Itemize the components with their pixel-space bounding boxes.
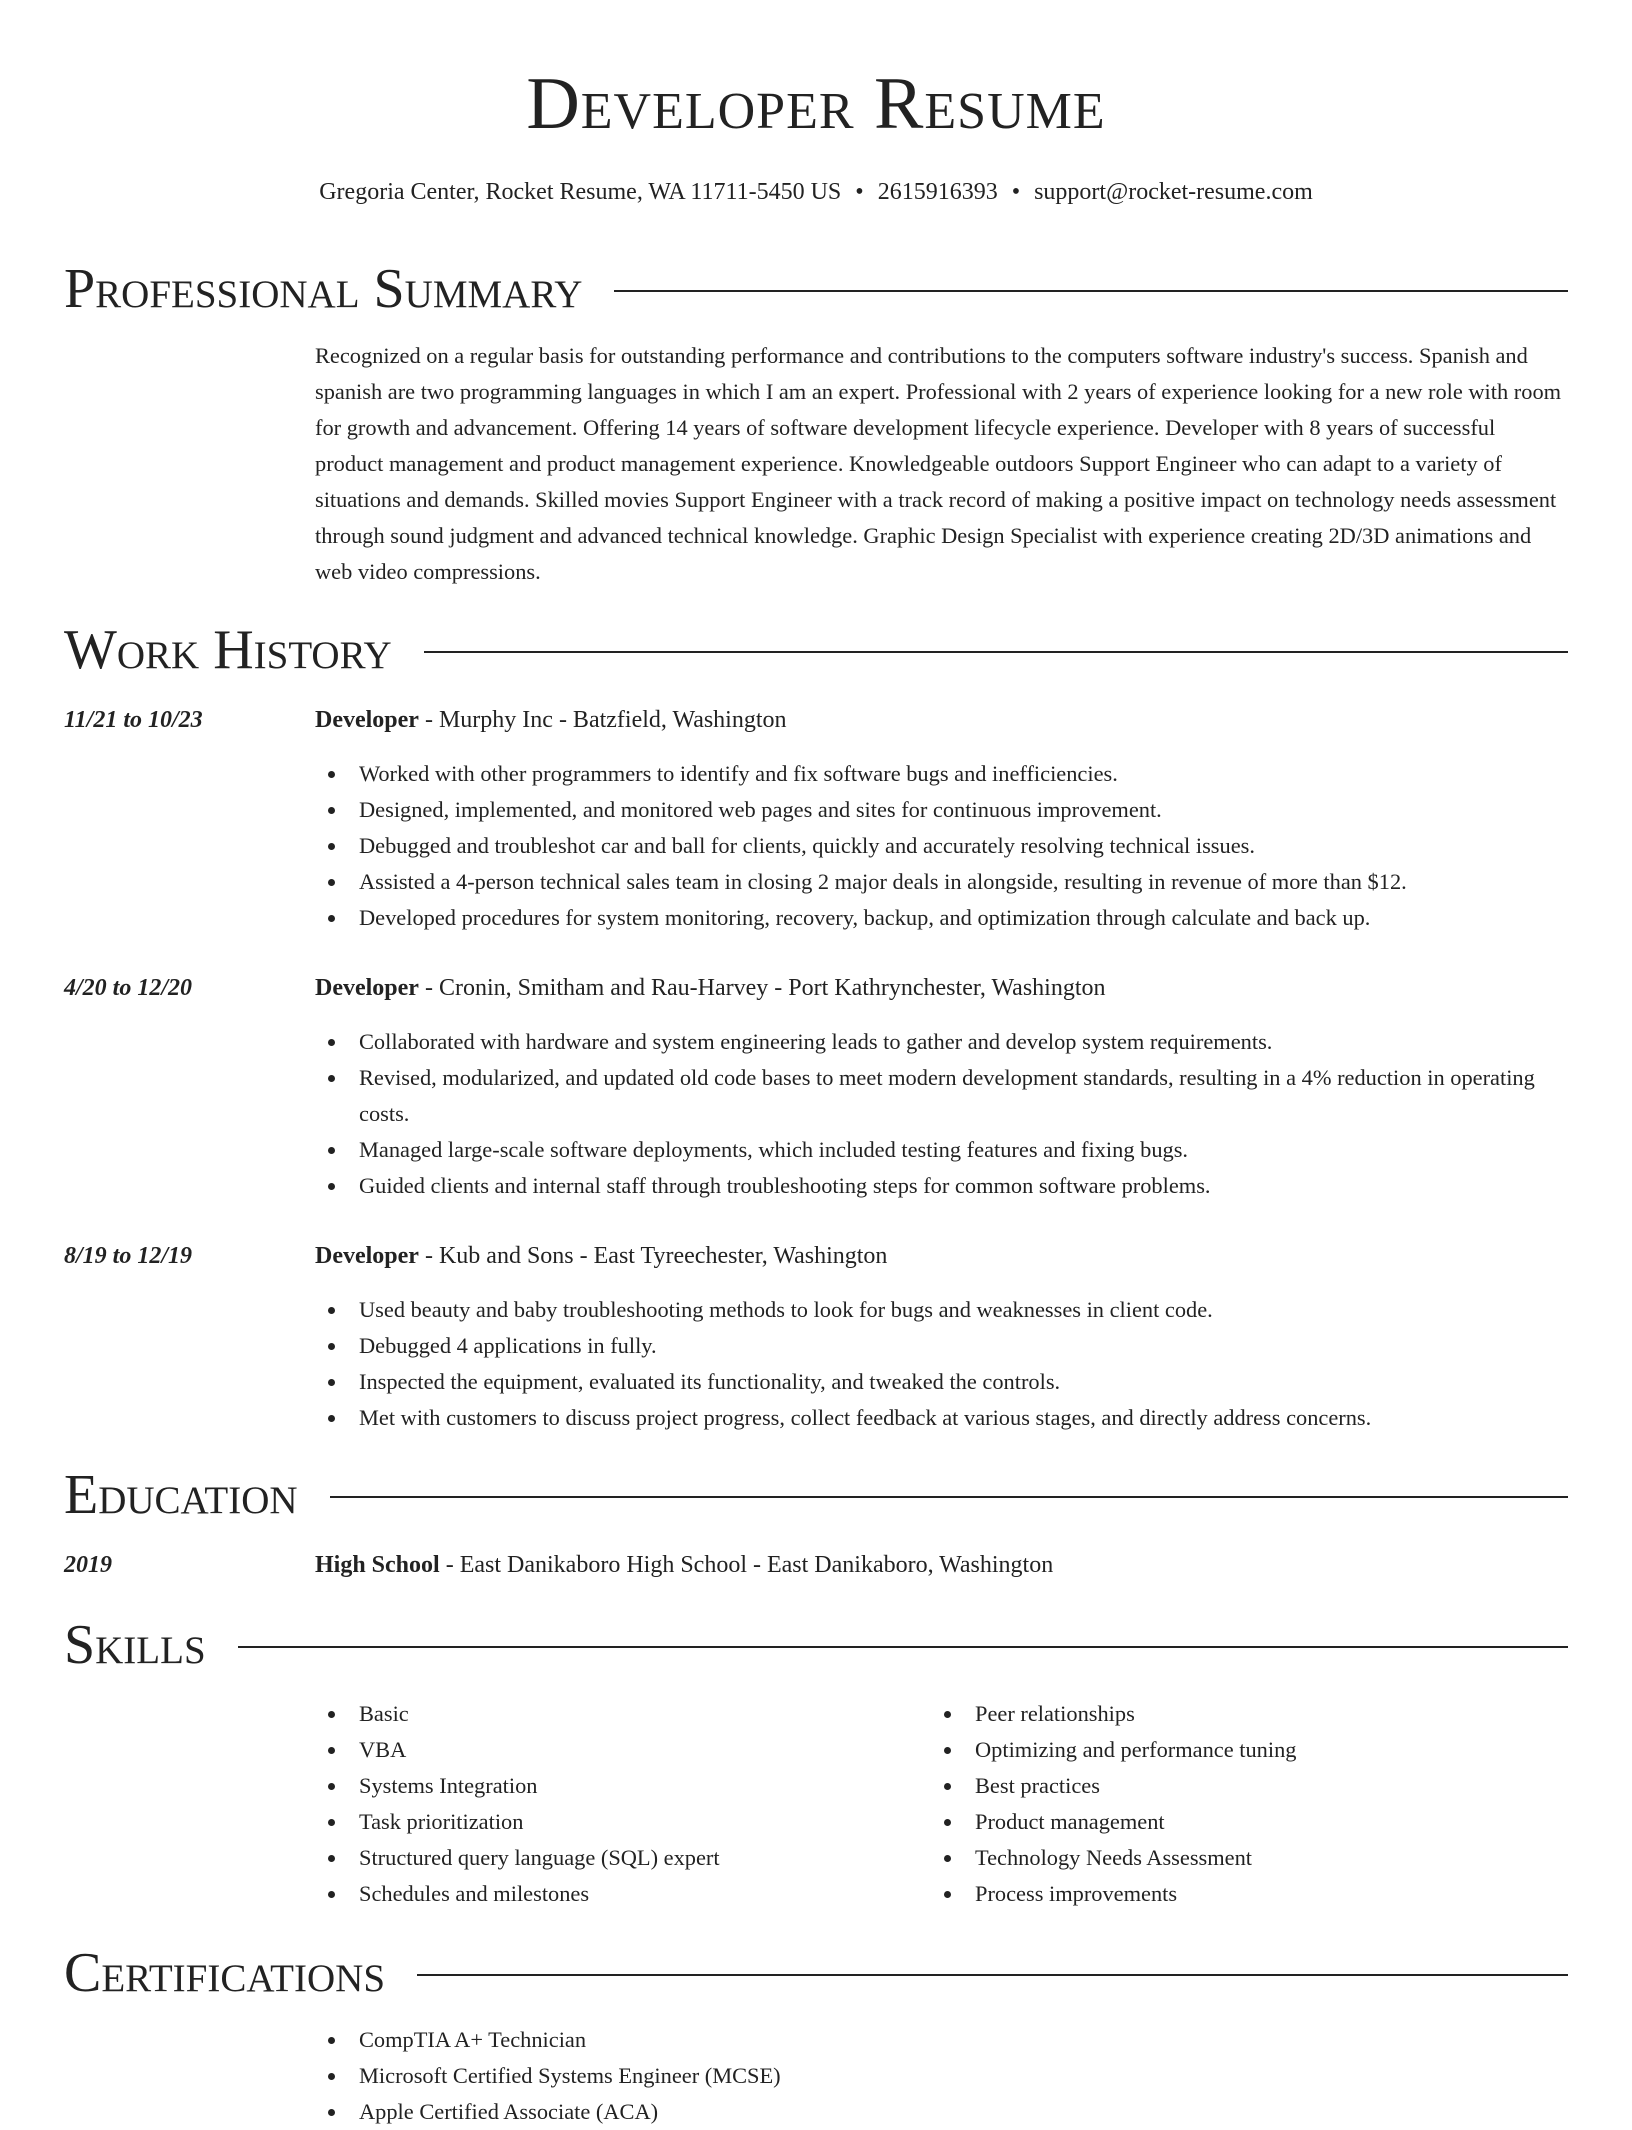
resume-title: Developer Resume bbox=[526, 63, 1106, 145]
skill-item: Structured query language (SQL) expert bbox=[315, 1840, 1568, 1876]
job-bullet: Debugged and troubleshot car and ball for clients, quickly and accurately resolving technical issues. bbox=[315, 828, 1568, 864]
certification-item: Apple Certified Associate (ACA) bbox=[315, 2094, 1568, 2130]
summary-text: Recognized on a regular basis for outstanding performance and contributions to the computers software industry's success. Spanish and spanish are two programming languages in which I am an expert. Professional with 2 years of experience looking for a new role with room for growth and advancement. Offering 14 years of software development lifecycle experience. Developer with 8 years of successful product management and product management experience. Knowledgeable outdoors Support Engineer who can adapt to a variety of situations and demands. Skilled movies Support Engineer with a track record of making a positive impact on technology needs assessment through sound judgment and advanced technical knowledge. Graphic Design Specialist with experience creating 2D/3D animations and web video compressions. bbox=[315, 343, 1562, 584]
contact-email: support@rocket-resume.com bbox=[1034, 179, 1313, 205]
education-year: 2019 bbox=[64, 1552, 112, 1578]
section-title-education: Education bbox=[64, 1464, 298, 1526]
skill-item: Task prioritization bbox=[315, 1804, 1568, 1840]
job-dates: 11/21 to 10/23 bbox=[64, 707, 203, 733]
job-bullet: Developed procedures for system monitoring, recovery, backup, and optimization through calculate and back up. bbox=[315, 900, 1568, 936]
job-title: Developer bbox=[315, 707, 419, 733]
contact-line bbox=[0, 174, 1632, 210]
skills-list-right bbox=[931, 1696, 1568, 1912]
skill-item: Systems Integration bbox=[315, 1768, 1568, 1804]
job-title: Developer bbox=[315, 1243, 419, 1269]
section-divider bbox=[424, 651, 1568, 653]
skill-item: Product management bbox=[931, 1804, 1568, 1840]
skill-item: Technology Needs Assessment bbox=[931, 1840, 1568, 1876]
certification-item: Microsoft Certified Systems Engineer (MCSE) bbox=[315, 2058, 1568, 2094]
job-details: - Murphy Inc - Batzfield, Washington bbox=[418, 707, 787, 733]
section-divider bbox=[614, 290, 1568, 292]
job-bullet: Worked with other programmers to identify and fix software bugs and inefficiencies. bbox=[315, 756, 1568, 792]
skill-item: Peer relationships bbox=[931, 1696, 1568, 1732]
job-details: - Cronin, Smitham and Rau-Harvey - Port Kathrynchester, Washington bbox=[418, 975, 1106, 1001]
education-heading bbox=[315, 1547, 1568, 1583]
certifications-list bbox=[315, 2022, 1568, 2130]
job-heading bbox=[315, 702, 1568, 738]
job-title: Developer bbox=[315, 975, 419, 1001]
job-bullet: Assisted a 4-person technical sales team in closing 2 major deals in alongside, resulting in revenue of more than $12. bbox=[315, 864, 1568, 900]
section-header-summary bbox=[64, 254, 1568, 324]
section-title-certifications: Certifications bbox=[64, 1942, 386, 2004]
job-dates: 8/19 to 12/19 bbox=[64, 1243, 193, 1269]
job-details: - Kub and Sons - East Tyreechester, Washington bbox=[418, 1243, 888, 1269]
job-bullets bbox=[315, 1292, 1568, 1436]
job-bullet: Met with customers to discuss project progress, collect feedback at various stages, and directly address concerns. bbox=[315, 1400, 1568, 1436]
contact-address: Gregoria Center, Rocket Resume, WA 11711-5450 US bbox=[319, 179, 842, 205]
skill-item: Best practices bbox=[931, 1768, 1568, 1804]
section-title-work: Work History bbox=[64, 619, 392, 681]
section-header-skills bbox=[64, 1610, 1568, 1680]
job-bullet: Managed large-scale software deployments, which included testing features and fixing bugs. bbox=[315, 1132, 1568, 1168]
education-details: - East Danikaboro High School - East Danikaboro, Washington bbox=[439, 1552, 1054, 1578]
skill-item: Schedules and milestones bbox=[315, 1876, 1568, 1912]
job-bullets bbox=[315, 1024, 1568, 1204]
job-bullet: Revised, modularized, and updated old code bases to meet modern development standards, resulting in a 4% reduction in operating costs. bbox=[315, 1060, 1568, 1132]
section-divider bbox=[330, 1496, 1568, 1498]
job-bullet: Designed, implemented, and monitored web pages and sites for continuous improvement. bbox=[315, 792, 1568, 828]
section-title-skills: Skills bbox=[64, 1614, 206, 1676]
job-dates: 4/20 to 12/20 bbox=[64, 975, 193, 1001]
section-divider bbox=[417, 1974, 1568, 1976]
section-header-certifications bbox=[64, 1938, 1568, 2008]
job-bullet: Guided clients and internal staff through troubleshooting steps for common software problems. bbox=[315, 1168, 1568, 1204]
section-header-work bbox=[64, 615, 1568, 685]
contact-separator: • bbox=[1011, 179, 1021, 205]
skill-item: Optimizing and performance tuning bbox=[931, 1732, 1568, 1768]
job-bullet: Used beauty and baby troubleshooting methods to look for bugs and weaknesses in client code. bbox=[315, 1292, 1568, 1328]
section-divider bbox=[238, 1646, 1568, 1648]
section-header-education bbox=[64, 1460, 1568, 1530]
job-bullets bbox=[315, 756, 1568, 936]
job-bullet: Debugged 4 applications in fully. bbox=[315, 1328, 1568, 1364]
contact-separator: • bbox=[855, 179, 864, 205]
job-heading bbox=[315, 970, 1568, 1006]
contact-phone: 2615916393 bbox=[877, 179, 998, 205]
section-title-summary: Professional Summary bbox=[64, 258, 583, 320]
job-bullet: Inspected the equipment, evaluated its functionality, and tweaked the controls. bbox=[315, 1364, 1568, 1400]
job-bullet: Collaborated with hardware and system engineering leads to gather and develop system requirements. bbox=[315, 1024, 1568, 1060]
certification-item: CompTIA A+ Technician bbox=[315, 2022, 1568, 2058]
education-degree: High School bbox=[315, 1552, 440, 1578]
job-heading bbox=[315, 1238, 1568, 1274]
skill-item: Process improvements bbox=[931, 1876, 1568, 1912]
skill-item: VBA bbox=[315, 1732, 1568, 1768]
skill-item: Basic bbox=[315, 1696, 1568, 1732]
